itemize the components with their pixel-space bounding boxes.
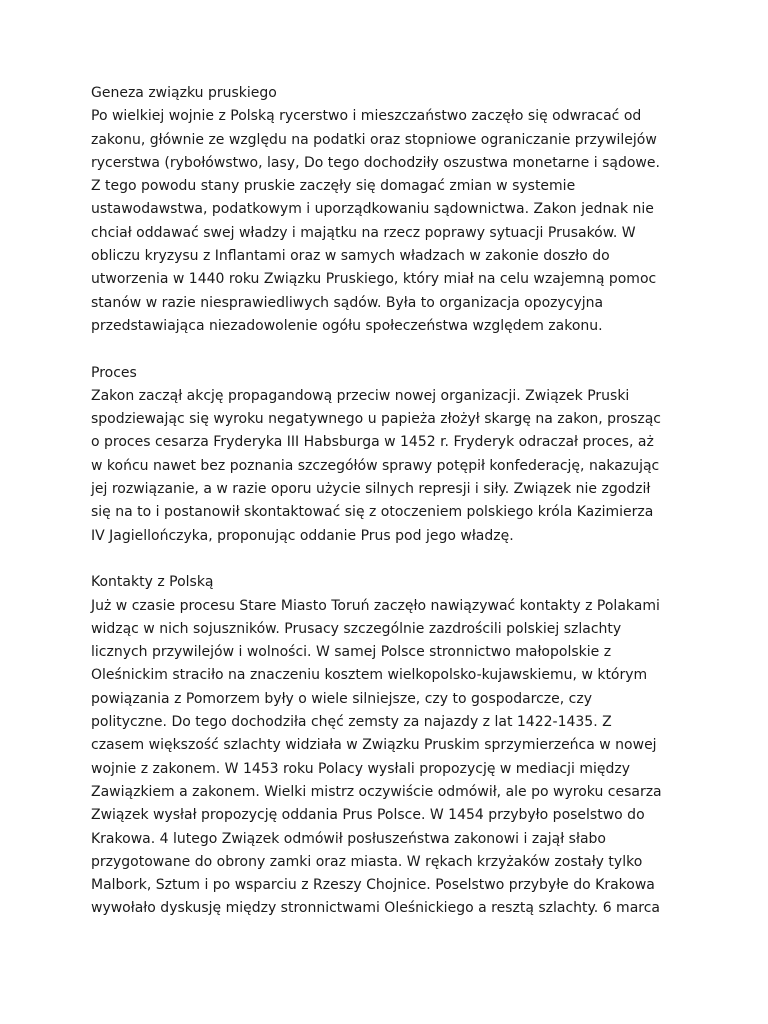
paragraph-line: obliczu kryzysu z Inflantami oraz w samych władzach w zakonie doszło do	[91, 248, 610, 265]
paragraph-line: utworzenia w 1440 roku Związku Pruskiego, który miał na celu wzajemną pomoc	[91, 271, 657, 288]
paragraph-line: o proces cesarza Fryderyka III Habsburga w 1452 r. Fryderyk odraczał proces, aż	[91, 434, 654, 451]
paragraph-line: chciał oddawać swej władzy i majątku na rzecz poprawy sytuacji Prusaków. W	[91, 224, 636, 241]
paragraph-line: jej rozwiązanie, a w razie oporu użycie silnych represji i siły. Związek nie zgodził	[91, 481, 651, 498]
paragraph-line: Krakowa. 4 lutego Związek odmówił posłuszeństwa zakonowi i zajął słabo	[91, 830, 606, 847]
paragraph-line: wojnie z zakonem. W 1453 roku Polacy wysłali propozycję w mediacji między	[91, 760, 630, 777]
paragraph-line: Zakon zaczął akcję propagandową przeciw nowej organizacji. Związek Pruski	[91, 387, 630, 404]
section-heading: Kontakty z Polską	[91, 574, 214, 591]
paragraph-line: przedstawiająca niezadowolenie ogółu społeczeństwa względem zakonu.	[91, 317, 603, 334]
paragraph-line: powiązania z Pomorzem były o wiele silniejsze, czy to gospodarcze, czy	[91, 690, 592, 707]
paragraph-line: ustawodawstwa, podatkowym i uporządkowaniu sądownictwa. Zakon jednak nie	[91, 201, 654, 218]
section-heading: Geneza związku pruskiego	[91, 85, 277, 101]
paragraph-line: IV Jagiellończyka, proponując oddanie Prus pod jego władzę.	[91, 527, 514, 544]
paragraph-line: w końcu nawet bez poznania szczegółów sprawy potępił konfederację, nakazując	[91, 457, 660, 474]
document-page	[91, 82, 691, 944]
paragraph-line: Po wielkiej wojnie z Polską rycerstwo i mieszczaństwo zaczęło się odwracać od	[91, 108, 642, 125]
paragraph-line: spodziewając się wyroku negatywnego u papieża złożył skargę na zakon, prosząc	[91, 411, 661, 428]
paragraph-line: czasem większość szlachty widziała w Związku Pruskim sprzymierzeńca w nowej	[91, 737, 657, 754]
paragraph-line: Już w czasie procesu Stare Miasto Toruń zaczęło nawiązywać kontakty z Polakami	[91, 597, 660, 614]
paragraph-line: się na to i postanowił skontaktować się z otoczeniem polskiego króla Kazimierza	[91, 504, 654, 521]
paragraph-line: wywołało dyskusję między stronnictwami Oleśnickiego a resztą szlachty. 6 marca	[91, 900, 661, 917]
section-proces	[91, 362, 691, 548]
section-kontakty	[91, 571, 691, 920]
paragraph-line: Z tego powodu stany pruskie zaczęły się domagać zmian w systemie	[91, 178, 576, 195]
paragraph-line: stanów w razie niesprawiedliwych sądów. Była to organizacja opozycyjna	[91, 294, 604, 311]
section-heading: Proces	[91, 364, 137, 381]
paragraph-line: Oleśnickim straciło na znaczeniu kosztem wielkopolsko-kujawskiemu, w którym	[91, 667, 648, 684]
paragraph-line: widząc w nich sojuszników. Prusacy szczególnie zazdrościli polskiej szlachty	[91, 620, 622, 637]
paragraph-line: Zawiązkiem a zakonem. Wielki mistrz oczywiście odmówił, ale po wyroku cesarza	[91, 783, 662, 800]
paragraph-line: zakonu, głównie ze względu na podatki oraz stopniowe ograniczanie przywilejów	[91, 131, 657, 148]
paragraph-line: Malbork, Sztum i po wsparciu z Rzeszy Chojnice. Poselstwo przybyłe do Krakowa	[91, 877, 655, 894]
paragraph-line: rycerstwa (rybołówstwo, lasy, Do tego dochodziły oszustwa monetarne i sądowe.	[91, 154, 660, 171]
paragraph-line: licznych przywilejów i wolności. W samej Polsce stronnictwo małopolskie z	[91, 644, 612, 661]
paragraph-line: polityczne. Do tego dochodziła chęć zemsty za najazdy z lat 1422-1435. Z	[91, 714, 612, 731]
paragraph-line: przygotowane do obrony zamki oraz miasta. W rękach krzyżaków zostały tylko	[91, 853, 643, 870]
section-geneza	[91, 82, 691, 338]
paragraph-line: Związek wysłał propozycję oddania Prus Polsce. W 1454 przybyło poselstwo do	[91, 807, 645, 824]
